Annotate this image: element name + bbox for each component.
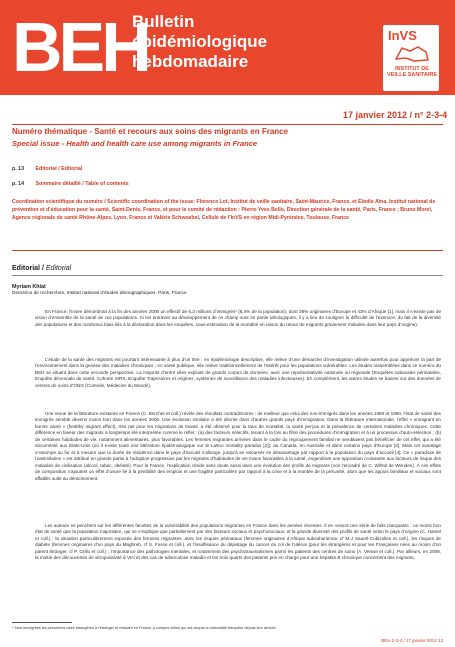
toc-label: Sommaire détaillé / Table of contents xyxy=(35,181,129,187)
beh-logo: BEH xyxy=(12,8,148,86)
body-paragraph: L’étude de la santé des migrants est pourtant intéressante à plus d’un titre : en épidémiologie descriptive, elle relève d’une démarche d’investigation utilisée autrefois pour apprécier la part de l’environnement dans la genèse des maladies chroniques ; en santé publique, elle relève traditionnellement de l’intérêt pour les populations vulnérables. Les études rassemblées dans ce numéro du BEH se situent dans cette seconde perspective. La majorité d’entre elles exploite de grands corpus de données, avec une représentativité nationale ou régionale (Enquêtes nationales périnatales, Enquête décennale de santé, Cohorte SIRS, Enquête Trajectoires et origines, systèmes de surveillance des maladies infectieuses). En complément, les autres études se basent sur des données de centres de soins d’ONG (Comede, Médecins du Monde). xyxy=(35,357,441,388)
divider xyxy=(12,275,443,276)
divider xyxy=(12,124,443,125)
toc-label: Editorial / Editorial xyxy=(35,166,83,172)
issue-date: 17 janvier 2012 / n° 2-3-4 xyxy=(343,110,448,120)
invs-map-icon xyxy=(392,45,432,63)
body-paragraph: En France, l’Insee dénombrait à la fin des années 2000 un effectif de 5,3 millions d’immigrés¹ (8,4% de la population), dont 38% originaires d’Europe et 43% d’Afrique [1], mais il n’existe pas de vision d’ensemble de la santé de ces populations. Si les entraves au développement de ce champ sont en partie idéologiques, il y a lieu de souligner la difficulté de l’exercice, du fait de la diversité des populations et des nombreux biais liés à la déclaration dans les enquêtes, sous-estimation de la mortalité en raison du retour de migrants gravement malades dans leur pays d’origine). xyxy=(35,309,441,327)
toc-page: p. 14 xyxy=(12,181,25,187)
journal-title-line: Bulletin xyxy=(132,12,195,31)
toc-item[interactable] xyxy=(12,166,443,172)
toc-item[interactable] xyxy=(12,181,443,187)
theme-title: Numéro thématique - Santé et recours aux soins des migrants en France xyxy=(12,127,289,136)
journal-title-line: hebdomadaire xyxy=(132,52,249,71)
coordination-text: Coordination scientifique du numéro / Scientific coordination of the issue: Florence Lot, Institut de veille sanitaire, Saint-Maurice, France, et Élodie Aïna, Institut national de prévention et d’éducation pour la santé, Saint-Denis, France, et pour le comité de rédaction : Pierre-Yves Bello, Direction générale de la santé, Paris, France ; Bruno Morel, Agence régionale de santé Rhône-Alpes, Lyon, France et Valérie Schwoebel, Cellule de l’InVS en région Midi-Pyrénées, Toulouse, France xyxy=(12,199,436,221)
editorial-heading: Editorial / Editorial xyxy=(12,265,72,272)
footnote: ¹ Sont immigrées les personnes nées étrangères à l’étranger et résidant en France, y compris celles qui ont acquis la nationalité française depuis leur arrivée. xyxy=(12,626,277,630)
editorial-heading-fr: Editorial xyxy=(12,265,41,272)
invs-logo: InVS xyxy=(388,28,417,43)
author-name: Myriam Khlat xyxy=(12,284,46,290)
footnote-rule xyxy=(12,622,72,623)
body-paragraph: Les auteurs se penchent sur les différentes facettes de la vulnérabilité des populations migrantes en France dans les années récentes. Il en ressort une série de faits marquants : un moins bon état de santé que la population majoritaire, qui ne s’explique que partiellement par des facteurs sociaux et psychosociaux, et la grande diversité des profils de santé selon le pays d’origine (C. Hamel et coll.) ; la situation particulièrement exposée des femmes migrantes, avec les risques périnataux (femmes originaires d’Afrique subsaharienne, d’ M-J Saurel-Cubizolles et coll.), les risques de diabète (femmes originaires d’un pays du Maghreb, cf S. Fosse et coll.), et l’insuffisance du dépistage du cancer du col de l’utérus (pour les étrangères et pour les Françaises nées au moins d’un parent étranger, cf P. Grillo et coll.) ; l’importance des pathologies mentales, et notamment des psychotraumatismes parmi les patients des centres de soins (A. Veïsse et coll.). Par ailleurs, en 2009, la moitié des découvertes de séropositivité à VIH et des cas de tuberculose maladie et les trois quarts des patients pris en charge pour une hépatite B chronique concernent des migrants, xyxy=(35,523,441,561)
journal-title-line: épidémiologique xyxy=(132,32,268,51)
special-issue-title: Special issue - Health and health care use among migrants in France xyxy=(12,139,258,148)
page-info: BEH 2-3-4 / 17 janvier 2012 13 xyxy=(381,638,443,643)
toc-page: p. 13 xyxy=(12,166,25,172)
divider xyxy=(12,250,443,251)
author-affiliation: Directrice de recherches, Institut national d’études démographiques, Paris, France xyxy=(12,291,187,296)
invs-subtitle: INSTITUT DE VEILLE SANITAIRE xyxy=(386,66,437,78)
body-paragraph: Une revue de la littérature existante en France (C. Berchet et coll.) révèle des résultats contradictoires : de meilleur que celui des non-immigrés dans les années 1980 et 1990, l’état de santé des immigrés semble devenir moins bon dans les années 2000. Une évolution similaire a été décrite dans d’autres grands pays d’immigration. Dans la littérature internationale, l’effet « immigrant en bonne santé » (healthy migrant effect), très net pour les migrations de travail, a été observé pour la taux de mortalité, la santé perçue et la prévalence de certaines maladies chroniques. Cette différence en faveur des migrants a longtemps été interprétée comme le reflet : (a) des facteurs sélectifs, tenant à la fois au filtre des procédures d’immigration et à un processus d’auto-sélection ; (b) de certaines habitudes de vie, notamment alimentaires, plus favorables. Les femmes migrantes arrivées dans le cadre du regroupement familial ne semblaient pas bénéficier de cet effet, qui a été documenté aux États-Unis (où il existe toute une littérature épidémiologique sur le Latino mortality paradox [2]), au Canada, en Australie et dans certains pays d’Europe [3]. Mais cet avantage s’estompe au fur et à mesure que la durée de résidence dans le pays d’accueil s’allonge, jusqu’à se retourner en désavantage par rapport à la population du pays d’accueil [4]. Ce « paradoxe de l’assimilation » est attribué en grande partie à l’adoption progressive par les migrants d’habitudes de vie moins favorables à la santé, engendrant une apposition croissante aux facteurs de risque des maladies de civilisation (alcool, tabac, obésité). Pour la France, l’explication réside sans doute aussi dans une évolution des profils de migrants (voir l’encadré de C. Wihtol de Wenden). À ces effets de composition s’ajoutent un effet d’usure lié à la pénibilité des emplois et une fragilité particulière par rapport à la crise et à la montée de la précarité, alors que les appuis familiaux et sociaux sont affaiblis suite au déracinement. xyxy=(35,411,441,481)
editorial-heading-en: Editorial xyxy=(45,265,72,272)
journal-title xyxy=(132,12,267,72)
